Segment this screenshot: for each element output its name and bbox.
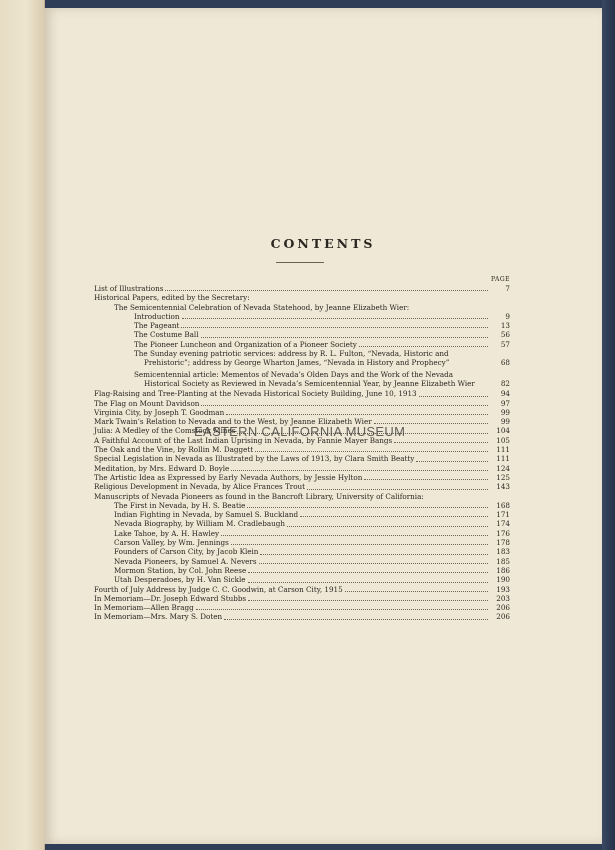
book-cover-edge — [602, 0, 615, 850]
toc-entry: Historical Papers, edited by the Secretary: — [94, 293, 250, 303]
toc-entry: In Memoriam—Mrs. Mary S. Doten 206 — [94, 612, 510, 622]
toc-entry: Nevada Biography, by William M. Cradlebaugh 174 — [114, 519, 510, 529]
toc-entry: Mormon Station, by Col. John Reese 186 — [114, 565, 510, 575]
toc-entry: In Memoriam—Allen Bragg 206 — [94, 603, 510, 613]
toc-entry: The Sunday evening patriotic services: address by R. L. Fulton, “Nevada, Historic and Prehistoric”; address by George Wharton James, “Nevada in History and Prophecy” 68 — [134, 349, 510, 368]
toc-entry: Founders of Carson City, by Jacob Klein 183 — [114, 547, 510, 557]
toc-entry: Carson Valley, by Wm. Jennings 178 — [114, 538, 510, 548]
title-rule — [276, 262, 324, 263]
toc-entry: Special Legislation in Nevada as Illustrated by the Laws of 1913, by Clara Smith Beatty 111 — [94, 454, 510, 464]
page-column-label: PAGE — [491, 276, 510, 283]
toc-entry: Julia: A Medley of the Comstock Mines 104 — [94, 426, 510, 436]
toc-entry: A Faithful Account of the Last Indian Uprising in Nevada, by Fannie Mayer Bangs 105 — [94, 435, 510, 445]
toc-entry: The Semicentennial Celebration of Nevada Statehood, by Jeanne Elizabeth Wier: — [114, 302, 410, 312]
toc-entry: The Costume Ball 56 — [134, 330, 510, 340]
book-page — [44, 8, 602, 844]
toc-entry: Semicentennial article: Mementos of Nevada’s Olden Days and the Work of the Nevada Historical Society as Reviewed in Nevada’s Semicentennial Year, by Jeanne Elizabeth Wier 82 — [134, 369, 510, 388]
toc-entry: The Pageant 13 — [134, 321, 510, 331]
toc-entry: The First in Nevada, by H. S. Beatie 168 — [114, 500, 510, 510]
toc-entry: The Flag on Mount Davidson 97 — [94, 398, 510, 408]
toc-entry: Indian Fighting in Nevada, by Samuel S. Buckland 171 — [114, 510, 510, 520]
toc-entry: In Memoriam—Dr. Joseph Edward Stubbs 203 — [94, 593, 510, 603]
toc-entry: Flag-Raising and Tree-Planting at the Nevada Historical Society Building, June 10, 1913 94 — [94, 389, 510, 399]
toc-entry: List of Illustrations 7 — [94, 284, 510, 293]
toc-entry: Introduction 9 — [134, 311, 510, 321]
toc-entry: Religious Development in Nevada, by Alice Frances Trout 143 — [94, 482, 510, 492]
left-page-edge — [0, 0, 45, 850]
toc-entry: Virginia City, by Joseph T. Goodman 99 — [94, 407, 510, 417]
toc-entry: Nevada Pioneers, by Samuel A. Nevers 185 — [114, 556, 510, 566]
watermark: EASTERN CALIFORNIA MUSEUM — [194, 424, 406, 439]
toc-entry: Meditation, by Mrs. Edward D. Boyle 124 — [94, 463, 510, 473]
toc-entry: The Pioneer Luncheon and Organization of a Pioneer Society 57 — [134, 339, 510, 349]
toc-entry: Lake Tahoe, by A. H. Hawley 176 — [114, 528, 510, 538]
toc-entry: Manuscripts of Nevada Pioneers as found in the Bancroft Library, University of California: — [94, 491, 424, 501]
toc-entry: The Artistic Idea as Expressed by Early Nevada Authors, by Jessie Hylton 125 — [94, 472, 510, 482]
table-of-contents — [94, 284, 510, 622]
toc-entry: Utah Desperadoes, by H. Van Sickle 190 — [114, 575, 510, 585]
page-title: CONTENTS — [270, 236, 376, 251]
toc-entry: Mark Twain’s Relation to Nevada and to the West, by Jeanne Elizabeth Wier 99 — [94, 417, 510, 427]
toc-entry: The Oak and the Vine, by Rollin M. Daggett 111 — [94, 445, 510, 455]
toc-entry: Fourth of July Address by Judge C. C. Goodwin, at Carson City, 1915 193 — [94, 584, 510, 594]
